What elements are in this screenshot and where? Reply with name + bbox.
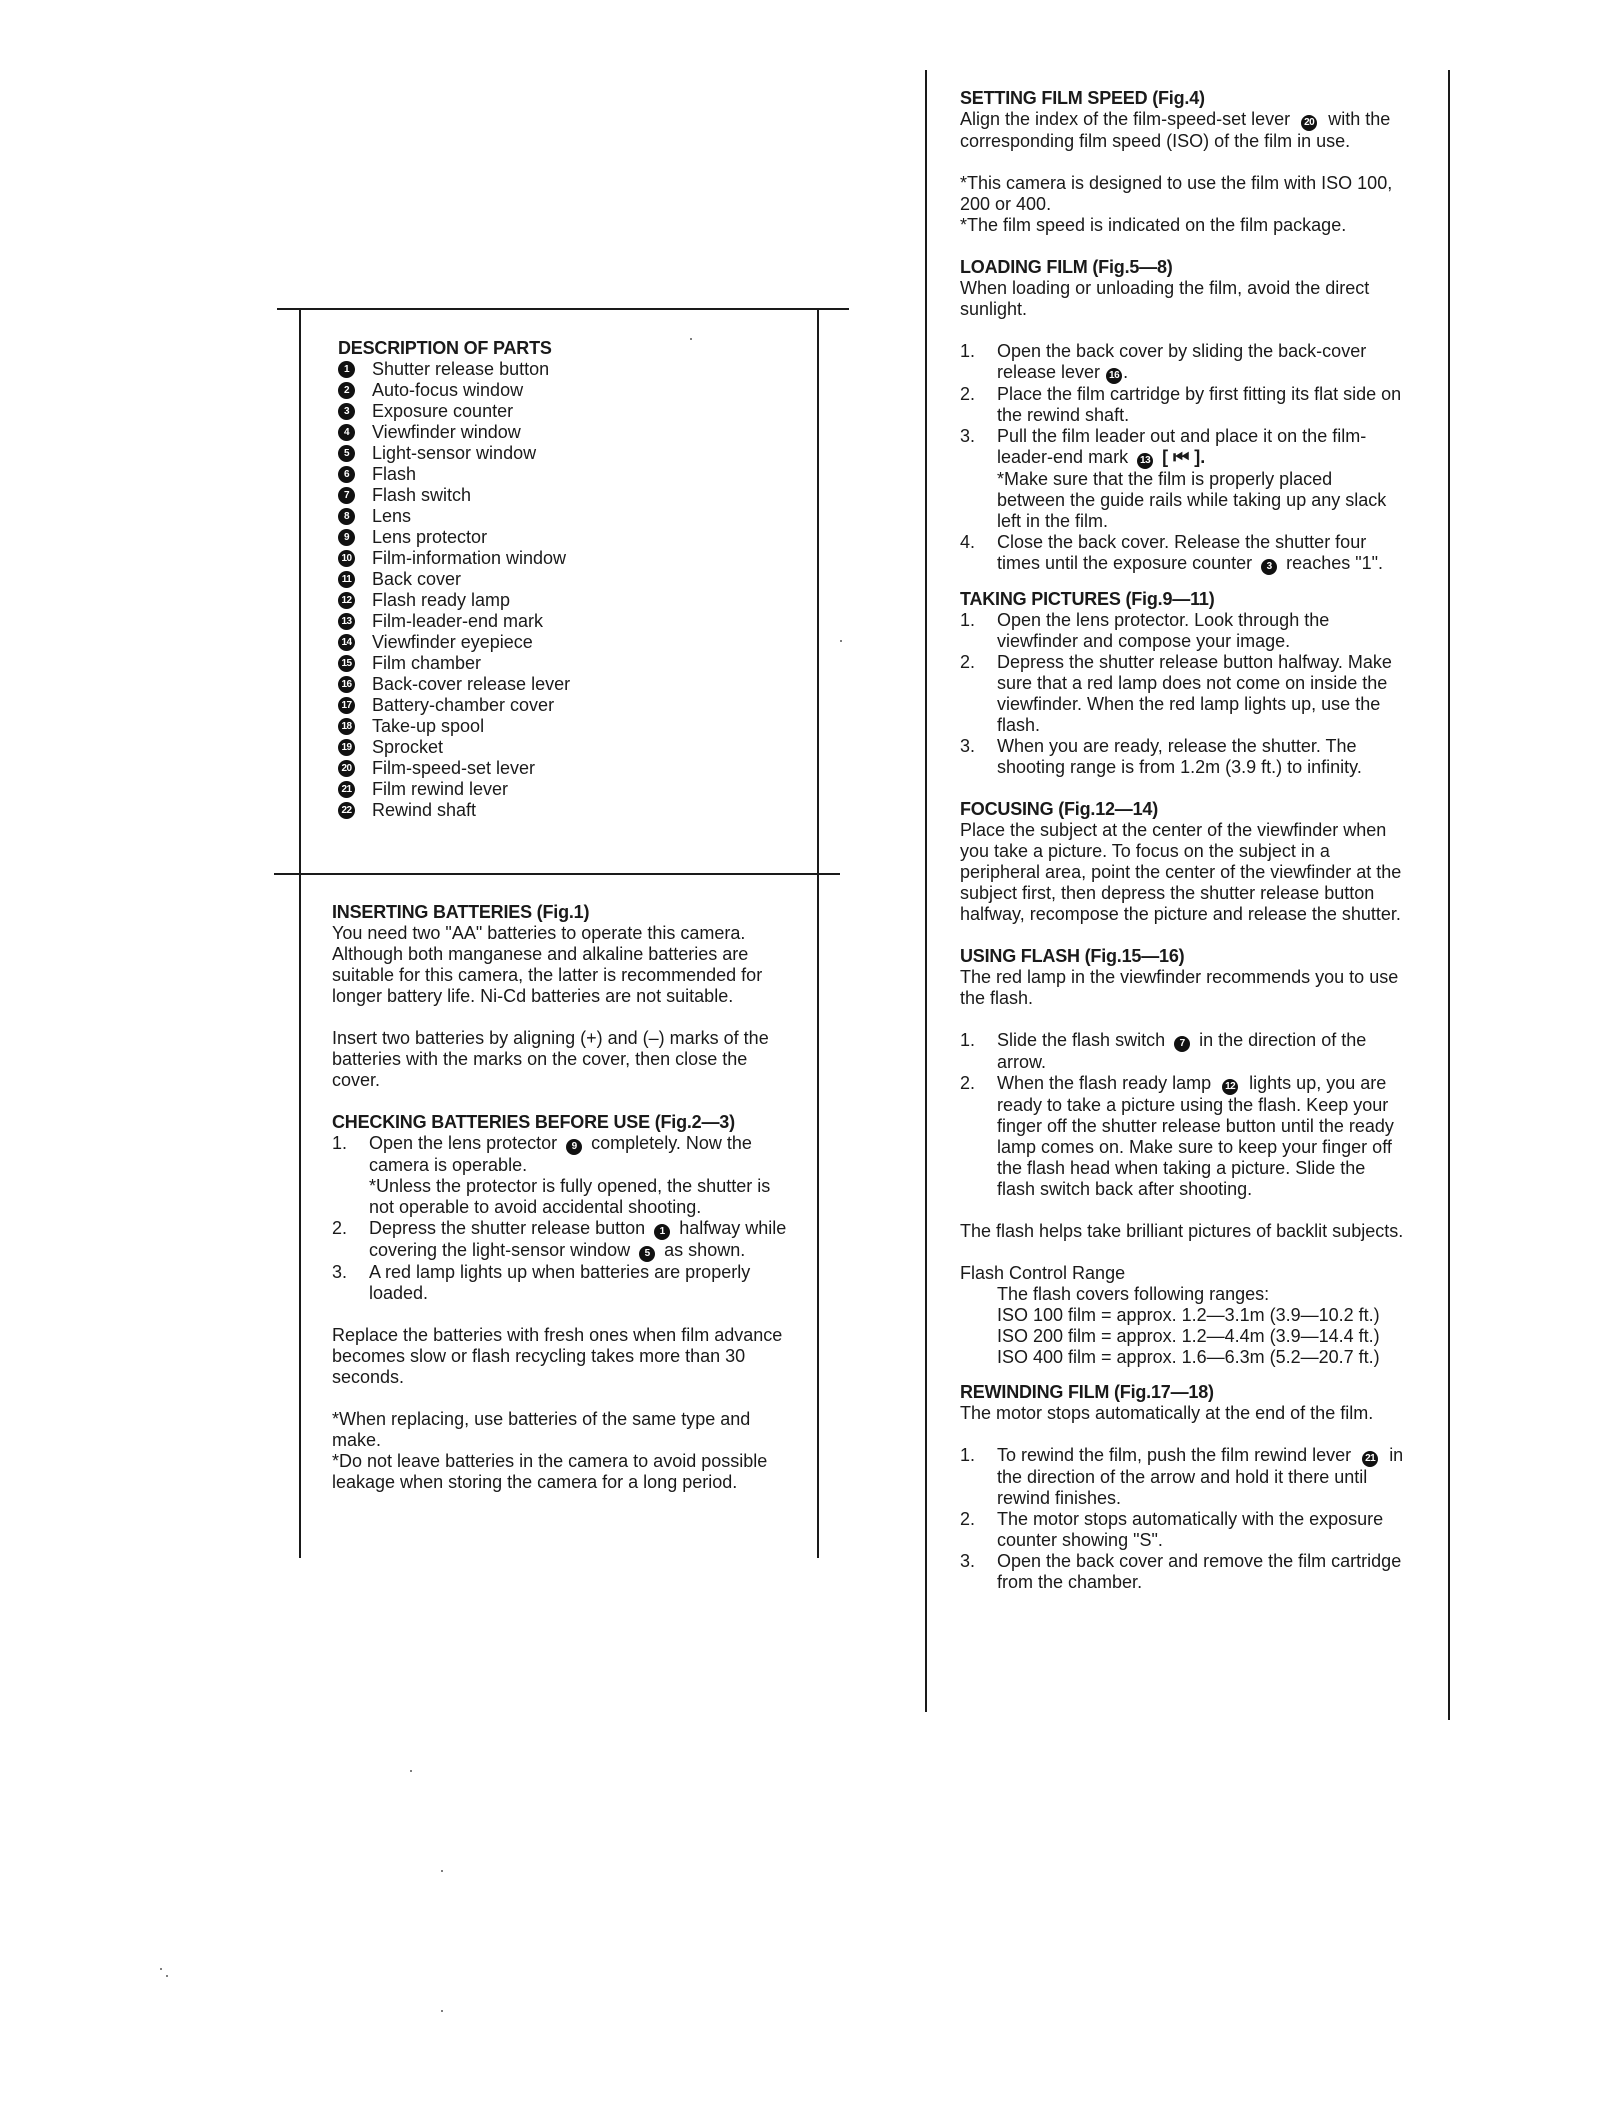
inserting-paragraph-2: Insert two batteries by aligning (+) and (–) marks of the batteries with the marks on the cover, then close the cover. [332,1028,769,1090]
right-panel-left-rule [925,70,927,1712]
part-label: Viewfinder eyepiece [372,632,533,652]
list-item [960,610,1404,652]
checking-title: CHECKING BATTERIES BEFORE USE (Fig.2—3) [332,1112,735,1132]
part-label: Flash switch [372,485,472,505]
part-label: Flash [372,464,417,484]
number-badge: 8 [338,508,355,525]
step-text: The motor stops automatically with the exposure counter showing "S". [997,1509,1384,1550]
step-number: 1. [960,1445,976,1465]
part-label: Take-up spool [372,716,485,736]
taking-title: TAKING PICTURES (Fig.9—11) [960,589,1215,609]
part-label: Lens [372,506,412,526]
scan-speck [840,640,842,642]
list-item [338,716,788,737]
part-label: Film-information window [372,548,567,568]
list-item [960,341,1404,384]
number-badge: 7 [1174,1036,1190,1052]
list-item [960,1073,1404,1200]
list-item [960,652,1404,736]
film-leader-end-icon: [ ⏮ ]. [1162,447,1206,467]
list-item [338,758,788,779]
number-badge: 10 [338,550,355,567]
list-item [338,632,788,653]
checking-note-2: *Do not leave batteries in the camera to avoid possible leakage when storing the camera for a long period. [332,1451,768,1492]
right-panel-right-rule [1448,70,1450,1720]
flash-intro: The red lamp in the viewfinder recommends you to use the flash. [960,967,1399,1008]
number-badge: 1 [338,361,355,378]
list-item [960,736,1404,778]
list-item [960,1509,1404,1551]
flash-range-row: ISO 100 film = approx. 1.2—3.1m (3.9—10.2 ft.) [997,1305,1380,1325]
part-label: Light-sensor window [372,443,537,463]
batteries-section [332,902,790,1493]
number-badge: 16 [1106,368,1122,384]
flash-range-block [960,1284,1404,1368]
left-panel-left-rule [299,308,301,1558]
step-text: Open the lens protector 9 completely. Now the camera is operable. *Unless the protector is fully opened, the shutter is not operable to avoid accidental shooting. [369,1133,790,1218]
step-number: 3. [960,736,976,756]
scan-speck [690,338,692,340]
step-note: *Unless the protector is fully opened, the shutter is not operable to avoid accidental shooting. [369,1176,771,1217]
step-number: 2. [960,652,976,672]
flash-paragraph: The flash helps take brilliant pictures of backlit subjects. [960,1221,1404,1241]
step-text: Place the film cartridge by first fitting its flat side on the rewind shaft. [997,384,1402,425]
flash-steps [960,1030,1404,1200]
flash-range-title: Flash Control Range [960,1263,1126,1283]
step-text: Close the back cover. Release the shutter four times until the exposure counter 3 reaches "1". [997,532,1384,573]
number-badge: 9 [566,1139,582,1155]
part-label: Film-speed-set lever [372,758,536,778]
number-badge: 12 [1222,1079,1238,1095]
list-item [338,611,788,632]
number-badge: 2 [338,382,355,399]
number-badge: 13 [338,613,355,630]
number-badge: 15 [338,655,355,672]
parts-list [338,359,788,821]
list-item [332,1133,790,1218]
checking-note-1: *When replacing, use batteries of the same type and make. [332,1409,751,1450]
step-number: 3. [332,1262,348,1282]
number-badge: 21 [338,781,355,798]
list-item [338,737,788,758]
number-badge: 22 [338,802,355,819]
part-label: Lens protector [372,527,488,547]
part-label: Rewind shaft [372,800,477,820]
number-badge: 4 [338,424,355,441]
list-item [960,1030,1404,1073]
list-item [338,422,788,443]
step-number: 2. [960,1073,976,1093]
step-text: Depress the shutter release button 1 halfway while covering the light-sensor window 5 as shown. [369,1218,787,1260]
speed-note-2: *The film speed is indicated on the film package. [960,215,1347,235]
step-number: 3. [960,1551,976,1571]
list-item [338,695,788,716]
step-number: 1. [960,1030,976,1050]
number-badge: 20 [338,760,355,777]
number-badge: 1 [654,1224,670,1240]
flash-range-intro: The flash covers following ranges: [997,1284,1270,1304]
step-number: 2. [960,384,976,404]
left-panel-top-rule [277,308,849,310]
flash-range-row: ISO 200 film = approx. 1.2—4.4m (3.9—14.4 ft.) [997,1326,1380,1346]
part-label: Film chamber [372,653,482,673]
list-item [338,443,788,464]
speed-title: SETTING FILM SPEED (Fig.4) [960,88,1205,108]
scan-speck [166,1975,168,1977]
step-number: 2. [960,1509,976,1529]
focusing-paragraph: Place the subject at the center of the viewfinder when you take a picture. To focus on the subject in a peripheral area, point the center of the viewfinder at the subject first, then depress the shutter release button halfway, recompose the picture and release the shutter. [960,820,1402,924]
number-badge: 3 [338,403,355,420]
left-panel-middle-rule [274,873,840,875]
flash-range-row: ISO 400 film = approx. 1.6—6.3m (5.2—20.7 ft.) [997,1347,1380,1367]
number-badge: 9 [338,529,355,546]
part-label: Back-cover release lever [372,674,571,694]
step-text: A red lamp lights up when batteries are properly loaded. [369,1262,751,1303]
part-label: Exposure counter [372,401,514,421]
step-note: *Make sure that the film is properly placed between the guide rails while taking up any slack left in the film. [997,469,1387,531]
list-item [338,401,788,422]
number-badge: 13 [1137,453,1153,469]
speed-note-1: *This camera is designed to use the film with ISO 100, 200 or 400. [960,173,1393,214]
step-text: Pull the film leader out and place it on the film-leader-end mark 13 [ ⏮ ]. *Make sure that the film is properly placed between the guide rails while taking up any slack left in the film. [997,426,1404,532]
number-badge: 19 [338,739,355,756]
step-text: Depress the shutter release button halfway. Make sure that a red lamp does not come on inside the viewfinder. When the red lamp lights up, use the flash. [997,652,1392,735]
part-label: Shutter release button [372,359,550,379]
part-label: Viewfinder window [372,422,521,442]
checking-steps [332,1133,790,1304]
list-item [960,532,1404,575]
list-item [338,569,788,590]
step-number: 1. [960,341,976,361]
loading-steps [960,341,1404,575]
rewinding-title: REWINDING FILM (Fig.17—18) [960,1382,1214,1402]
scan-speck [160,1968,162,1970]
number-badge: 16 [338,676,355,693]
left-panel-right-rule [817,308,819,1558]
step-number: 4. [960,532,976,552]
part-label: Battery-chamber cover [372,695,555,715]
part-label: Film-leader-end mark [372,611,544,631]
list-item [338,380,788,401]
list-item [338,506,788,527]
loading-title: LOADING FILM (Fig.5—8) [960,257,1173,277]
step-number: 1. [332,1133,348,1153]
flash-title: USING FLASH (Fig.15—16) [960,946,1185,966]
rewinding-intro: The motor stops automatically at the end of the film. [960,1403,1374,1423]
scan-speck [410,1770,412,1772]
part-label: Back cover [372,569,462,589]
list-item [960,1445,1404,1509]
list-item [338,779,788,800]
part-label: Flash ready lamp [372,590,511,610]
inserting-paragraph-1: You need two "AA" batteries to operate this camera. Although both manganese and alkaline batteries are suitable for this camera, the latter is recommended for longer battery life. Ni-Cd batteries are not suitable. [332,923,763,1006]
list-item [338,653,788,674]
number-badge: 6 [338,466,355,483]
step-text: Open the back cover by sliding the back-cover release lever 16 . [997,341,1367,382]
part-label: Film rewind lever [372,779,509,799]
step-number: 1. [960,610,976,630]
list-item [332,1218,790,1262]
inserting-title: INSERTING BATTERIES (Fig.1) [332,902,590,922]
step-text: When you are ready, release the shutter. The shooting range is from 1.2m (3.9 ft.) to infinity. [997,736,1362,777]
rewinding-steps [960,1445,1404,1593]
number-badge: 18 [338,718,355,735]
list-item [338,800,788,821]
description-of-parts [338,338,788,821]
number-badge: 21 [1362,1451,1378,1467]
number-badge: 5 [639,1246,655,1262]
list-item [338,548,788,569]
list-item [338,674,788,695]
step-number: 2. [332,1218,348,1238]
list-item [338,485,788,506]
number-badge: 12 [338,592,355,609]
taking-steps [960,610,1404,778]
number-badge: 3 [1261,559,1277,575]
right-column [960,88,1404,1593]
step-text: Open the back cover and remove the film cartridge from the chamber. [997,1551,1402,1592]
scan-speck [441,1870,443,1872]
step-text: When the flash ready lamp 12 lights up, you are ready to take a picture using the flash. Keep your finger off the shutter release button until the ready lamp comes on. Make sure to keep your finger off the flash head when taking a picture. Slide the flash switch back after shooting. [997,1073,1394,1199]
number-badge: 17 [338,697,355,714]
part-label: Sprocket [372,737,444,757]
loading-intro: When loading or unloading the film, avoid the direct sunlight. [960,278,1370,319]
list-item [338,590,788,611]
number-badge: 11 [338,571,355,588]
focusing-title: FOCUSING (Fig.12—14) [960,799,1159,819]
step-text: To rewind the film, push the film rewind lever 21 in the direction of the arrow and hold it there until rewind finishes. [997,1445,1404,1508]
step-text: Slide the flash switch 7 in the direction of the arrow. [997,1030,1367,1072]
step-number: 3. [960,426,976,446]
number-badge: 20 [1301,115,1317,131]
number-badge: 5 [338,445,355,462]
list-item [960,384,1404,426]
list-item [960,426,1404,532]
list-item [338,464,788,485]
scan-speck [441,2010,443,2012]
number-badge: 14 [338,634,355,651]
list-item [332,1262,790,1304]
part-label: Auto-focus window [372,380,524,400]
speed-paragraph: Align the index of the film-speed-set lever 20 with the corresponding film speed (ISO) of the film in use. [960,109,1391,151]
list-item [338,527,788,548]
list-item [960,1551,1404,1593]
step-text: Open the lens protector. Look through the viewfinder and compose your image. [997,610,1330,651]
parts-title: DESCRIPTION OF PARTS [338,338,552,358]
number-badge: 7 [338,487,355,504]
list-item [338,359,788,380]
checking-paragraph: Replace the batteries with fresh ones when film advance becomes slow or flash recycling takes more than 30 seconds. [332,1325,783,1387]
